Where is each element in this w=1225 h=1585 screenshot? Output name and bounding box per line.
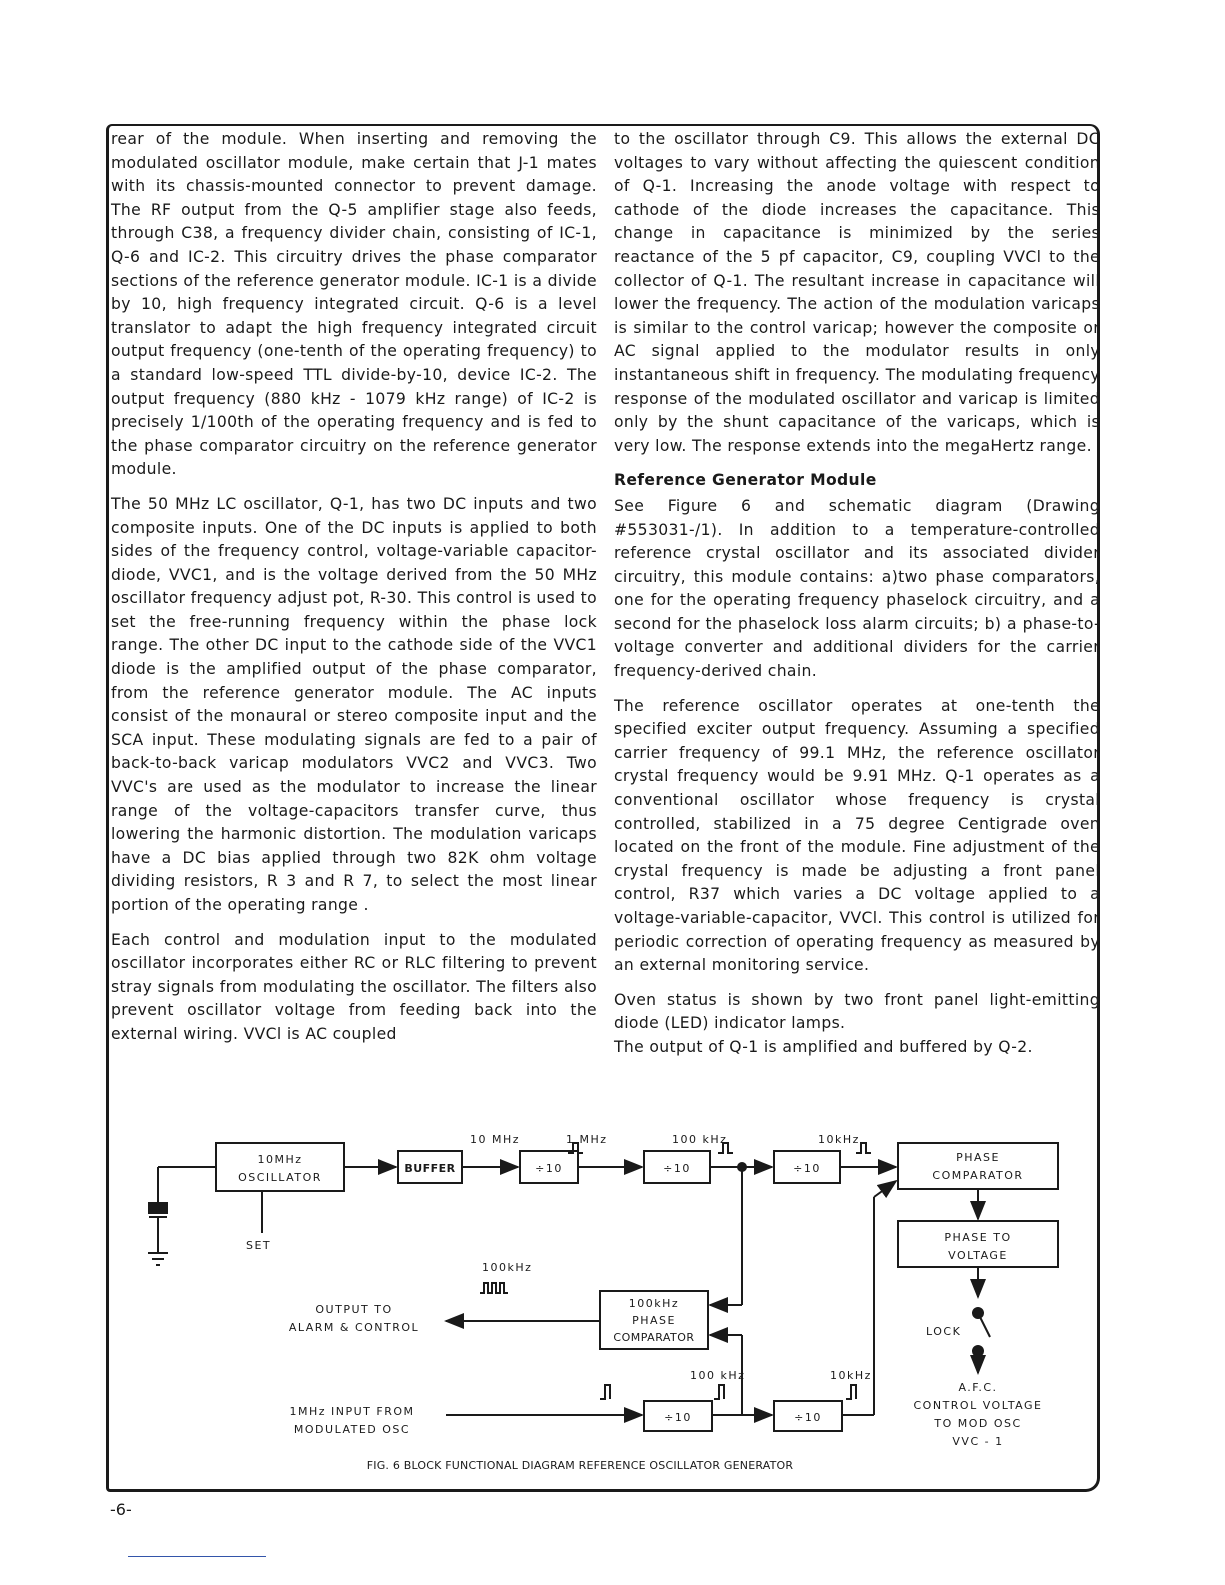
phase-comparator-block (898, 1143, 1058, 1189)
right-paragraph-2: See Figure 6 and schematic diagram (Drawing #553031-/1). In addition to a temperature-controlled reference crystal oscillator and its associated divider circuitry, this module contains: a)two phase comparators, one for the operating frequency phaselock circuitry, and a second for the phaselock loss alarm circuits; b) a phase-to-voltage converter and additional dividers for the carrier frequency-derived chain. (614, 496, 1100, 681)
left-paragraph-3: Each control and modulation input to the modulated oscillator incorporates either RC or RLC filtering to prevent stray signals from modulating the oscillator. The filters also prevent oscillator voltage from feeding back into the external wiring. VVCl is AC coupled (111, 930, 597, 1043)
osc-label-2: OSCILLATOR (238, 1171, 322, 1184)
output-label-2: ALARM & CONTROL (288, 1321, 420, 1334)
afc-label-2: CONTROL VOLTAGE (913, 1399, 1043, 1412)
right-paragraph-5: The output of Q-1 is amplified and buffered by Q-2. (614, 1037, 1033, 1056)
lock-label: LOCK (926, 1325, 962, 1338)
section-heading: Reference Generator Module (614, 471, 877, 490)
freq-label-100khz: 100 kHz (672, 1133, 728, 1146)
input-label-2: MODULATED OSC (293, 1423, 411, 1436)
freq-label-100khz-b: 100 kHz (690, 1369, 746, 1382)
phase-comparator-2-label-3: COMPARATOR (613, 1331, 695, 1344)
left-paragraph-2: The 50 MHz LC oscillator, Q-1, has two DC inputs and two composite inputs. One of the DC inputs is applied to both sides of the frequency control, voltage-variable capacitor-diode, VVC1, and is the voltage derived from the 50 MHz oscillator frequency adjust pot, R-30. This control is used to set the free-running frequency within the phase lock range. The other DC input to the cathode side of the VVC1 diode is the amplified output of the phase comparator, from the reference generator module. The AC inputs consist of the monaural or stereo composite input and the SCA input. These modulating signals are fed to a pair of back-to-back varicap modulators VVC2 and VVC3. Two VVC's are used as the modulator to increase the linear range of the voltage-capacitors transfer curve, thus lowering the harmonic distortion. The modulation varicaps have a DC bias applied through two 82K ohm voltage dividing resistors, R 3 and R 7, to select the most linear portion of the operating range . (111, 494, 597, 914)
right-paragraph-1: to the oscillator through C9. This allows the external DC voltages to vary without affecting the quiescent condition of Q-1. Increasing the anode voltage with respect to cathode of the diode increases the capacitance. This change in capacitance is minimized by the series reactance of the 5 pf capacitor, C9, coupling VVCl to the collector of Q-1. The resultant increase in capacitance will lower the frequency. The action of the modulation varicaps is similar to the control varicap; however the composite or AC signal applied to the modulator results in only instantaneous shift in frequency. The modulating frequency response of the modulated oscillator and varicap is limited only by the shunt capacitance of the varicaps, which is very low. The response extends into the megaHertz range. (614, 130, 1100, 455)
figure-caption: FIG. 6 BLOCK FUNCTIONAL DIAGRAM REFERENCE OSCILLATOR GENERATOR (366, 1459, 794, 1472)
phase-comparator-2-label-2: PHASE (632, 1314, 676, 1327)
divider-label-5: ÷10 (794, 1411, 822, 1424)
output-label-1: OUTPUT TO (315, 1303, 393, 1316)
phase-to-voltage-label-1: PHASE TO (944, 1231, 1012, 1244)
freq-label-10khz-b: 10kHz (830, 1369, 872, 1382)
divider-label-1: ÷10 (535, 1162, 563, 1175)
left-paragraph-1: rear of the module. When inserting and removing the modulated oscillator module, make certain that J-1 mates with its chassis-mounted connector to prevent damage. The RF output from the Q-5 amplifier stage also feeds, through C38, a frequency divider chain, consisting of IC-1, Q-6 and IC-2. This circuitry drives the phase comparator sections of the reference generator module. IC-1 is a divide by 10, high frequency integrated circuit. Q-6 is a level translator to adapt the high frequency integrated circuit output frequency (one-tenth of the operating frequency) to a standard low-speed TTL divide-by-10, device IC-2. The output frequency (880 kHz - 1079 kHz range) of IC-2 is precisely 1/100th of the operating frequency and is fed to the phase comparator circuitry on the reference generator module. (111, 130, 597, 479)
page-number: -6- (110, 1500, 132, 1519)
square-wave-label: 100kHz (482, 1261, 533, 1274)
block-diagram (106, 1125, 1100, 1475)
right-column (614, 128, 1100, 1071)
divider-label-2: ÷10 (663, 1162, 691, 1175)
phase-comparator-label-1: PHASE (956, 1151, 1000, 1164)
divider-label-3: ÷10 (793, 1162, 821, 1175)
freq-label-10mhz: 10 MHz (470, 1133, 521, 1146)
input-label-1: 1MHz INPUT FROM (289, 1405, 415, 1418)
right-paragraph-3: The reference oscillator operates at one-tenth the specified exciter output frequency. Assuming a specified carrier frequency of 99.1 MHz, the reference oscillator crystal frequency would be 9.91 MHz. Q-1 operates as a conventional oscillator whose frequency is crystal controlled, stabilized in a 75 degree Centigrade oven located on the front of the module. Fine adjustment of the crystal frequency is made be adjusting a front panel control, R37 which varies a DC voltage applied to a voltage-variable-capacitor, VVCl. This control is utilized for periodic correction of operating frequency as measured by an external monitoring service. (614, 696, 1100, 975)
freq-label-1mhz: 1 MHz (566, 1133, 608, 1146)
right-paragraph-4: Oven status is shown by two front panel light-emitting diode (LED) indicator lamps. (614, 990, 1100, 1033)
footer-rule (128, 1556, 266, 1557)
divider-label-4: ÷10 (664, 1411, 692, 1424)
buffer-label: BUFFER (404, 1162, 456, 1175)
set-label: SET (246, 1239, 272, 1252)
freq-label-10khz: 10kHz (818, 1133, 860, 1146)
phase-to-voltage-label-2: VOLTAGE (948, 1249, 1008, 1262)
afc-label-4: VVC - 1 (952, 1435, 1004, 1448)
phase-comparator-label-2: COMPARATOR (932, 1169, 1024, 1182)
left-column (111, 128, 597, 1058)
afc-label-1: A.F.C. (958, 1381, 998, 1394)
osc-label-1: 10MHz (257, 1153, 303, 1166)
afc-label-3: TO MOD OSC (934, 1417, 1022, 1430)
phase-comparator-2-label-1: 100kHz (628, 1297, 680, 1310)
